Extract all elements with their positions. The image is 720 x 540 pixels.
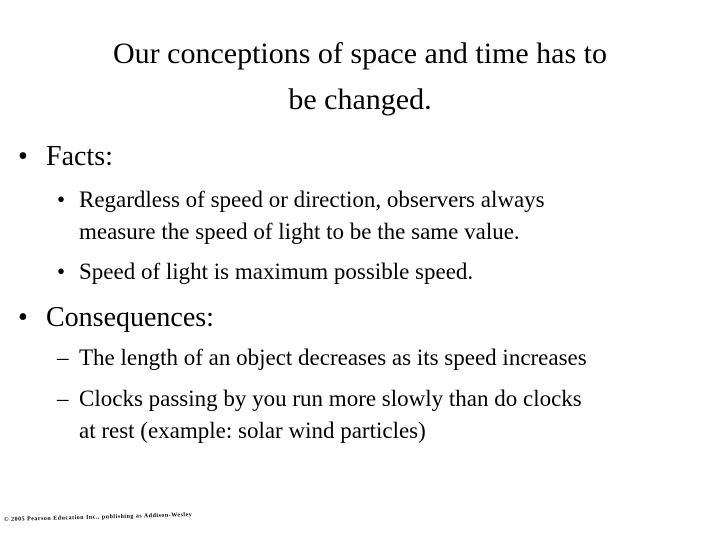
facts-bullet: • [18, 141, 28, 172]
facts-heading [18, 140, 113, 174]
facts-item-1-line-1: Regardless of speed or direction, observers always [79, 187, 545, 212]
copyright-notice: © 2005 Pearson Education Inc., publishing as Addison-Wesley [4, 512, 193, 523]
facts-item-1-line-2: measure the speed of light to be the same value. [79, 219, 520, 244]
facts-item-1 [57, 184, 697, 248]
facts-item-2 [57, 256, 697, 288]
facts-heading-text: Facts: [46, 141, 113, 172]
consequences-bullet: • [18, 302, 28, 333]
consequences-item-2-line-1: Clocks passing by you run more slowly than do clocks [79, 386, 582, 411]
consequences-heading-text: Consequences: [46, 302, 214, 333]
consequences-item-2-line-2: at rest (example: solar wind particles) [79, 418, 426, 443]
facts-item-2-line-1: Speed of light is maximum possible speed. [79, 259, 474, 284]
consequences-item-2 [57, 383, 717, 447]
slide-title [0, 31, 720, 123]
consequences-item-1-line-1: The length of an object decreases as its speed increases [79, 345, 587, 370]
facts-item-2-bullet: • [57, 259, 66, 284]
consequences-item-2-dash: – [57, 386, 69, 411]
title-line-2: be changed. [288, 83, 432, 116]
consequences-item-1 [57, 342, 717, 374]
facts-item-1-bullet: • [57, 187, 66, 212]
consequences-heading [18, 301, 214, 335]
consequences-item-1-dash: – [57, 345, 69, 370]
title-line-1: Our conceptions of space and time has to [112, 37, 608, 70]
